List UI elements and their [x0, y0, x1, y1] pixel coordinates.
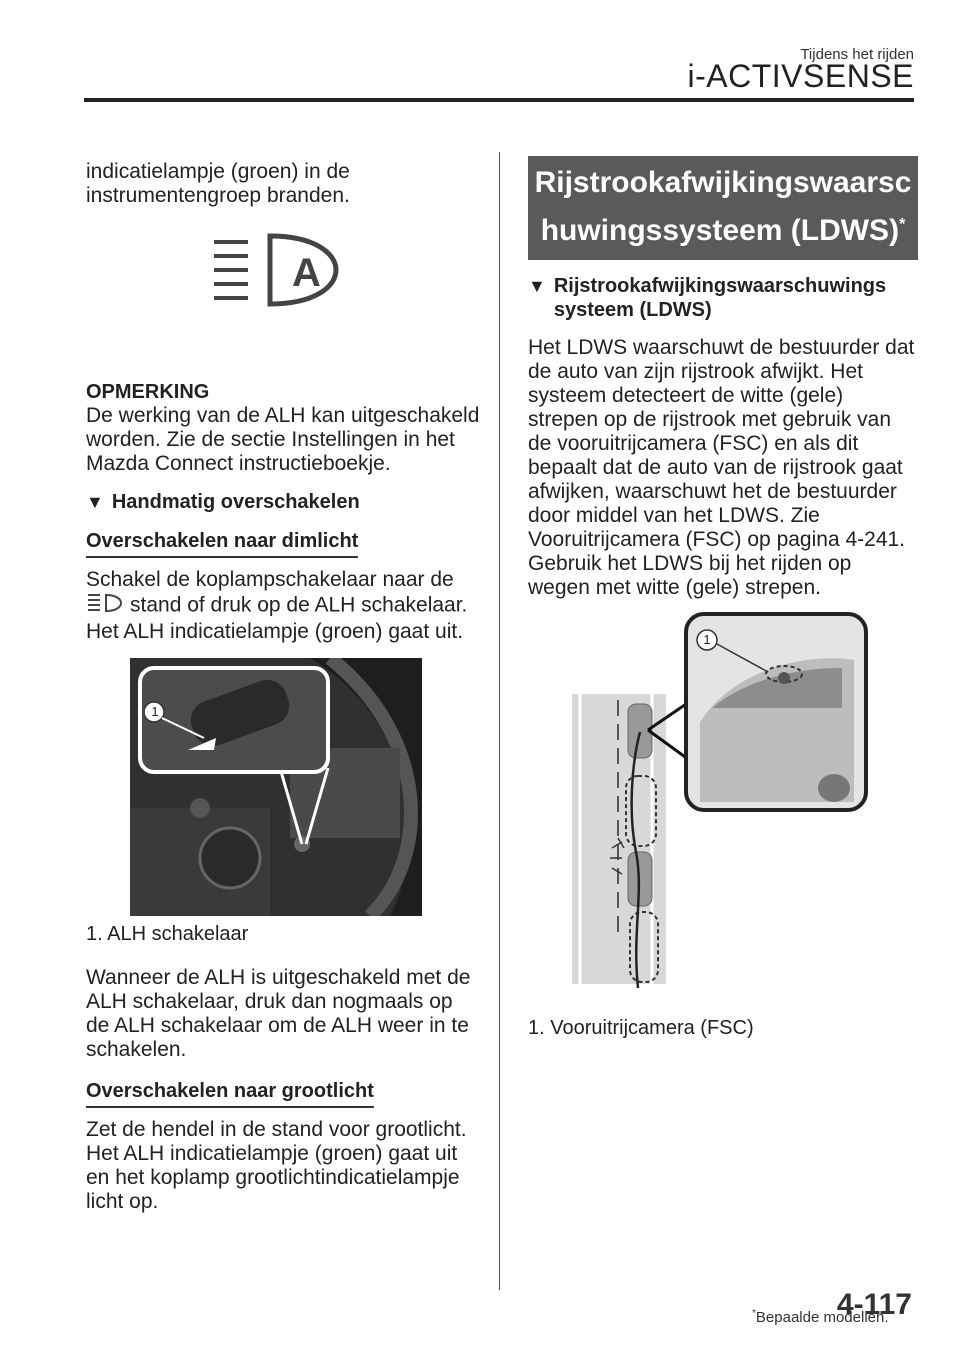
fig2-callout: 1 [703, 632, 711, 647]
dim-text-2-line: stand of druk op de ALH schakelaar. [86, 592, 481, 620]
alh-indicator-icon [208, 230, 348, 310]
footnote-mark: * [899, 216, 906, 233]
manual-switch-heading: ▼ Handmatig overschakelen [86, 491, 360, 513]
fig2-label: 1. Vooruitrijcamera (FSC) [528, 1017, 754, 1039]
high-beam-text: Zet de hendel in de stand voor grootlicht. Het ALH indicatielampje (groen) gaat uit en het koplamp grootlichtindicatielampje licht op. [86, 1118, 467, 1213]
page-number: 4-117 [836, 1288, 912, 1321]
footer-note-mark: * [752, 1308, 756, 1319]
dim-text-1: Schakel de koplampschakelaar naar de [86, 568, 454, 591]
header-title: i-ACTIVSENSE [687, 58, 914, 94]
svg-text:A: A [292, 251, 321, 295]
triangle-bullet-icon: ▼ [86, 492, 104, 512]
dim-heading: Overschakelen naar dimlicht [86, 528, 358, 558]
right-column [528, 156, 918, 1040]
ldws-body: Het LDWS waarschuwt de bestuurder dat de auto van zijn rijstrook afwijkt. Het systeem detecteert de witte (gele) strepen op de rijstrook met gebruik van de vooruitrijcamera (FSC) en als dit bepaalt dat de auto van de rijstrook gaat afwijken, waarschuwt het de bestuurder door middel van het LDWS. Zie Vooruitrijcamera (FSC) op pagina 4-241. [528, 336, 915, 551]
alh-switch-figure [130, 658, 422, 916]
fig1-label: 1. ALH schakelaar [86, 923, 249, 945]
note-text: De werking van de ALH kan uitgeschakeld worden. Zie de sectie Instellingen in het Mazda Connect instructieboekje. [86, 404, 480, 475]
triangle-bullet-icon: ▼ [528, 276, 546, 296]
header-subtitle: Tijdens het rijden [800, 46, 914, 63]
ldws-body-2: Gebruik het LDWS bij het rijden op wegen met witte (gele) strepen. [528, 552, 852, 599]
section-title-line-1: Rijstrookafwijkingswaarsc [534, 166, 912, 199]
low-beam-icon [86, 592, 126, 620]
section-title-line-2: huwingssysteem (LDWS)* [540, 214, 906, 247]
left-column [86, 160, 481, 1214]
header-rule [84, 98, 914, 102]
footer-note: *Bepaalde modellen. [752, 1308, 889, 1326]
fig1-callout: 1 [151, 704, 159, 719]
dim-text-3: Het ALH indicatielampje (groen) gaat uit. [86, 620, 464, 643]
column-divider [499, 152, 500, 1290]
high-beam-heading: Overschakelen naar grootlicht [86, 1078, 374, 1108]
ldws-subheading: ▼ Rijstrookafwijkingswaarschuwings systeem (LDWS) [528, 275, 887, 321]
note-heading: OPMERKING [86, 381, 210, 403]
section-title-box [528, 156, 918, 260]
dim-text-4: Wanneer de ALH is uitgeschakeld met de ALH schakelaar, druk dan nogmaals op de ALH schakelaar om de ALH weer in te schakelen. [86, 966, 471, 1061]
ldws-camera-figure [572, 612, 878, 990]
intro-text: indicatielampje (groen) in de instrumentengroep branden. [86, 160, 350, 207]
